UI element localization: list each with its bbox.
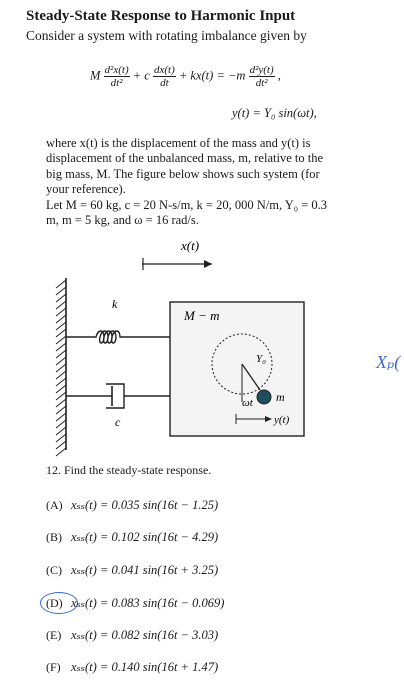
question-text: 12. Find the steady-state response. [46,463,212,477]
option-label: (D) [46,596,63,610]
m-label: m [276,390,285,404]
k-label: k [112,297,118,311]
problem-title: Steady-State Response to Harmonic Input [26,8,296,24]
unbalanced-mass [257,390,271,404]
paragraph-line: Let M = 60 kg, c = 20 N-s/m, k = 20, 000 N/m, Y₀ = 0.3 [46,197,328,212]
hatch-line [56,294,66,302]
handwritten-note: Xₚ( [376,352,401,372]
hatch-line [56,427,66,435]
hatch-line [56,350,66,358]
hatch-line [56,315,66,323]
eq-fraction-3-den: dt² [255,77,268,89]
paragraph-line: displacement of the unbalanced mass, m, relative to the [46,151,323,166]
eq-comma: , [277,68,281,83]
hatch-line [56,280,66,288]
option-label: (F) [46,660,61,674]
spring [66,331,170,343]
hatch-line [56,364,66,372]
eq-plus-c: + c [132,68,150,83]
x-label: x(t) [181,238,200,253]
hatch-line [56,322,66,330]
hatch-line [56,378,66,386]
hatch-line [56,385,66,393]
option-text: xₛₛ(t) = 0.082 sin(16t − 3.03) [71,628,219,642]
hatch-line [56,420,66,428]
hatch-line [56,441,66,449]
hatch-line [56,399,66,407]
hatch-line [56,308,66,316]
eq-fraction-2-num: dx(t) [153,64,175,76]
eq-fraction-2-den: dt [160,77,169,89]
option-label: (E) [46,628,62,642]
paragraph-line: big mass, M. The figure below shows such system (for [46,166,320,181]
hatch-line [56,371,66,379]
option-a[interactable] [46,497,218,513]
mass-label: M − m [184,308,220,323]
option-text: xₛₛ(t) = 0.083 sin(16t − 0.069) [71,596,225,610]
hatch-line [56,336,66,344]
system-figure [0,236,404,458]
option-c[interactable] [46,562,218,578]
option-f[interactable] [46,659,218,675]
eq-mass-symbol: M [90,68,101,83]
eq-fraction-1-den: dt² [110,77,123,89]
option-text: xₛₛ(t) = 0.102 sin(16t − 4.29) [71,530,219,544]
option-text: xₛₛ(t) = 0.140 sin(16t + 1.47) [71,660,219,674]
hatch-line [56,301,66,309]
option-e[interactable] [46,627,218,643]
hatch-line [56,392,66,400]
intro-text: Consider a system with rotating imbalance given by [26,28,307,43]
x-arrowhead [204,260,212,268]
equation-of-motion [90,64,281,89]
eq-fraction-1-num: d²x(t) [104,64,129,76]
problem-paragraph [46,136,386,228]
option-b[interactable] [46,529,218,545]
eq-fraction-3-num: d²y(t) [249,64,274,76]
omega-t-label: ωt [242,397,253,409]
option-label: (A) [46,498,63,512]
y-label: y(t) [274,414,290,426]
option-label: (C) [46,563,62,577]
wall-hatching [56,280,66,456]
option-text: xₛₛ(t) = 0.035 sin(16t − 1.25) [71,498,219,512]
eq-fraction-3 [249,64,275,89]
paragraph-line: m, m = 5 kg, and ω = 16 rad/s. [46,213,199,228]
eq-rest: + kx(t) = −m [178,68,246,83]
hatch-line [56,343,66,351]
hatch-line [56,406,66,414]
hatch-line [56,357,66,365]
hatch-line [56,448,66,456]
option-text: xₛₛ(t) = 0.041 sin(16t + 3.25) [71,563,219,577]
paragraph-line: your reference). [46,182,126,197]
hatch-line [56,413,66,421]
hatch-line [56,329,66,337]
Y0-label: Y₀ [256,353,266,365]
eq-fraction-1 [104,64,130,89]
equation-input: y(t) = Y₀ sin(ωt), [232,106,317,120]
option-label: (B) [46,530,62,544]
paragraph-line: where x(t) is the displacement of the mass and y(t) is [46,136,311,150]
eq-fraction-2 [153,64,176,89]
hatch-line [56,287,66,295]
c-label: c [115,415,121,429]
option-d[interactable] [46,595,224,611]
hatch-line [56,434,66,442]
